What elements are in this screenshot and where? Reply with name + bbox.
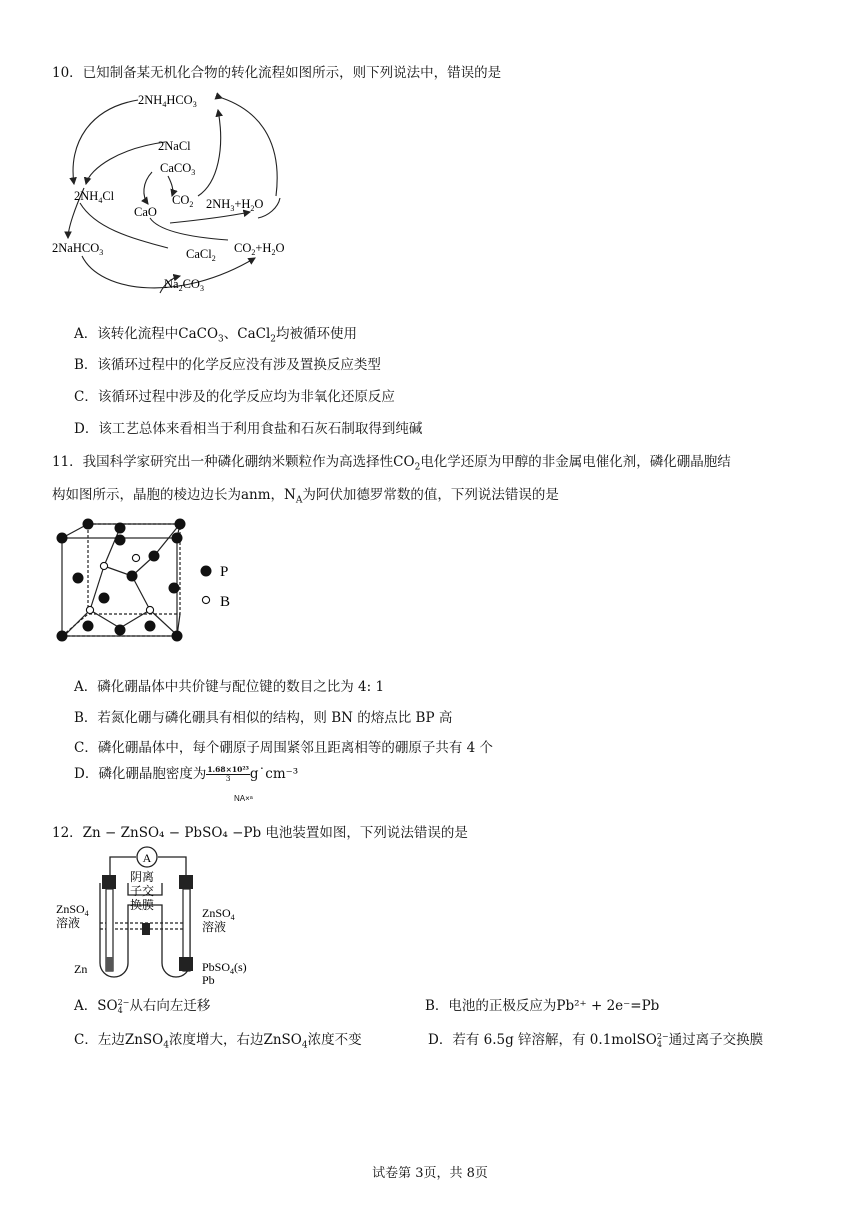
diagram-cao: CaO (134, 205, 157, 219)
left-solution-label: ZnSO$_4$ (56, 902, 89, 918)
q10-stem: 10．已知制备某无机化合物的转化流程如图所示，则下列说法中，错误的是 (52, 65, 502, 81)
membrane-label-3: 换膜 (130, 898, 155, 912)
q10-option-d: D．该工艺总体来看相当于利用食盐和石灰石制取得到纯碱 (74, 421, 423, 437)
zn-label: Zn (74, 962, 88, 976)
q10-option-b: B．该循环过程中的化学反应没有涉及置换反应类型 (74, 357, 381, 373)
q12-cell-diagram (52, 845, 262, 985)
diagram-nacl: 2NaCl (158, 139, 191, 153)
right-solution-label: ZnSO$_4$ (202, 906, 235, 922)
q10-cycle-diagram (50, 88, 300, 306)
diagram-cacl2: CaCl$_2$ (186, 247, 216, 263)
q11-option-c: C．磷化硼晶体中，每个硼原子周围紧邻且距离相等的硼原子共有 4 个 (74, 740, 494, 756)
right-solution-name: 溶液 (202, 920, 227, 934)
membrane-label-2: 子交 (130, 884, 155, 898)
legend-b: B (220, 594, 231, 610)
diagram-co2h2o: $CO_2+H_2O$ (234, 241, 285, 257)
q12-option-c: C．左边ZnSO$_4$浓度增大，右边ZnSO$_4$浓度不变 (74, 1032, 362, 1051)
left-solution-name: 溶液 (56, 916, 81, 930)
diagram-caco3: CaCO$_3$ (160, 161, 196, 177)
q10-option-a: A．该转化流程中CaCO$_3$、CaCl$_2$均被循环使用 (74, 326, 358, 345)
q11-option-b: B．若氮化硼与磷化硼具有相似的结构，则 BN 的熔点比 BP 高 (74, 710, 453, 726)
q11-stem-line2: 构如图所示，晶胞的棱边边长为anm，$N_A$为阿伏加德罗常数的值，下列说法错误的是 (52, 487, 559, 506)
q11-option-a: A．磷化硼晶体中共价键与配位键的数目之比为 4: 1 (74, 679, 385, 695)
q11-stem-line1: 11．我国科学家研究出一种磷化硼纳米颗粒作为高选择性$CO_2$电化学还原为甲醇的非金属电催化剂，磷化硼晶胞结 (52, 454, 731, 473)
ammeter-label: A (142, 851, 152, 865)
q10-option-c: C．该循环过程中涉及的化学反应均为非氧化还原反应 (74, 389, 395, 405)
diagram-na2co3: $Na_2CO_3$ (164, 277, 204, 293)
q12-option-d: D．若有 6.5g 锌溶解，有 0.1molSO 2− 4 通过离子交换膜 (428, 1031, 764, 1049)
membrane-label-1: 阴离 (130, 870, 155, 884)
q11-unit-cell-diagram (54, 518, 254, 648)
q11-option-d-denominator: NA×ᵃ (234, 794, 253, 803)
pb-label: Pb (202, 973, 215, 985)
pbso4-label: PbSO$_4$(s) (202, 960, 247, 976)
q11-option-d: D．磷化硼晶胞密度为 $\frac{\text{1.68×10²³}}{3}$ g˙cm⁻³ (74, 765, 299, 783)
q12-option-a: A．SO 2− 4 从右向左迁移 (74, 997, 211, 1015)
q12-stem: 12．Zn − ZnSO₄ − PbSO₄ −Pb 电池装置如图，下列说法错误的是 (52, 825, 468, 841)
diagram-nahco3: 2NaHCO$_3$ (52, 241, 104, 257)
diagram-nh4hco3: $2NH_4HCO_3$ (138, 93, 197, 109)
diagram-nh4cl: $2NH_4Cl$ (74, 189, 115, 205)
page-footer: 试卷第 3页，共 8页 (372, 1166, 488, 1181)
legend-p: P (220, 564, 229, 580)
diagram-co2: $CO_2$ (172, 193, 194, 209)
q12-option-b: B．电池的正极反应为Pb²⁺ + 2e⁻=Pb (425, 998, 660, 1014)
diagram-nh3h2o: $2NH_3+H_2O$ (206, 197, 264, 213)
